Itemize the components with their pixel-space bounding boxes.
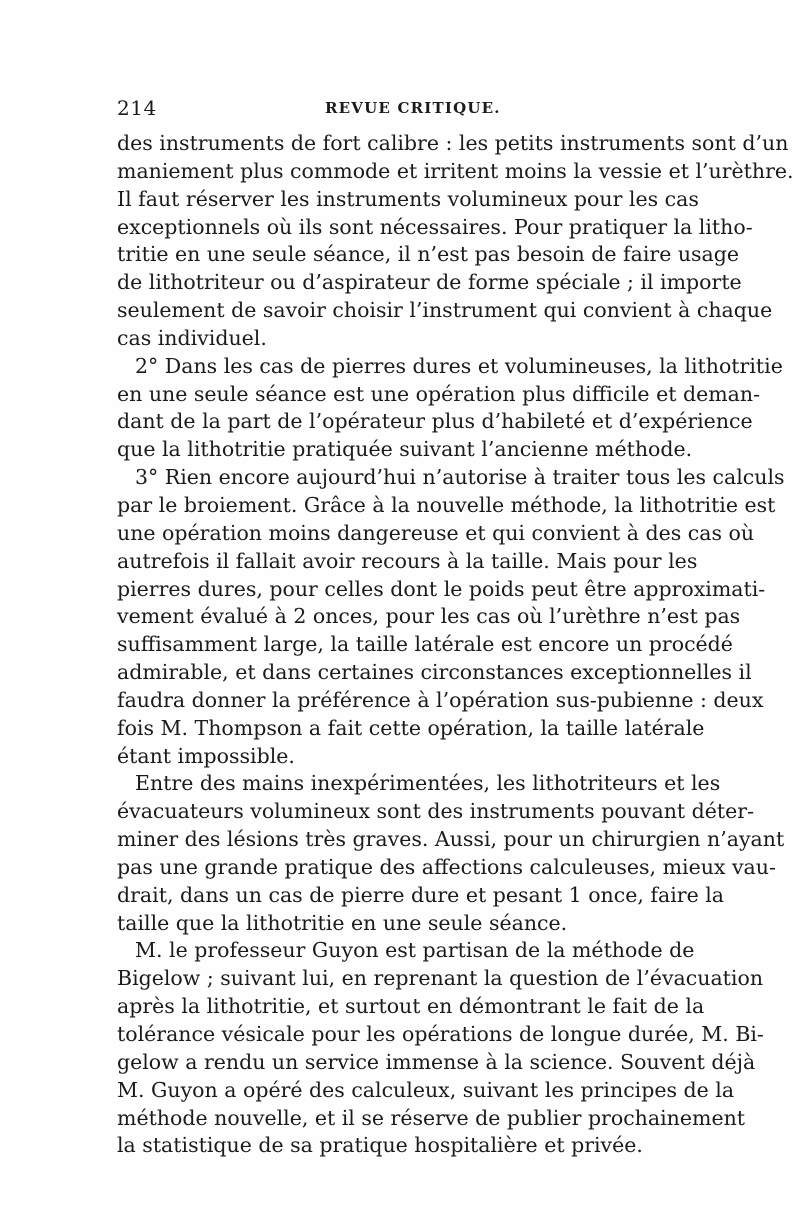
text-line: de lithotriteur ou d’aspirateur de forme spéciale ; il importe: [117, 270, 742, 295]
text-line: des instruments de fort calibre : les petits instruments sont d’un: [117, 131, 789, 155]
text-line: une opération moins dangereuse et qui convient à des cas où: [117, 520, 755, 545]
text-line: admirable, et dans certaines circonstances exceptionnelles il: [117, 660, 752, 685]
page-header: [117, 96, 685, 122]
text-line: par le broiement. Grâce à la nouvelle méthode, la lithotritie est: [117, 492, 776, 517]
paragraph-start-line: Entre des mains inexpérimentées, les lithotriteurs et les: [135, 771, 721, 796]
text-line: fois M. Thompson a fait cette opération, la taille latérale: [117, 715, 705, 740]
text-line: M. Guyon a opéré des calculeux, suivant les principes de la: [117, 1077, 735, 1102]
paragraph-end-line: la statistique de sa pratique hospitalière et privée.: [117, 1133, 643, 1158]
text-line: gelow a rendu un service immense à la science. Souvent déjà: [117, 1049, 756, 1074]
text-line: méthode nouvelle, et il se réserve de publier prochainement: [117, 1105, 746, 1130]
text-line: miner des lésions très graves. Aussi, pour un chirurgien n’ayant: [117, 827, 785, 852]
text-line: dant de la part de l’opérateur plus d’habileté et d’expérience: [117, 409, 753, 434]
text-line: exceptionnels où ils sont nécessaires. Pour pratiquer la litho-: [117, 214, 753, 239]
text-line: évacuateurs volumineux sont des instruments pouvant déter-: [117, 799, 755, 824]
paragraph-end-line: étant impossible.: [117, 743, 295, 768]
paragraph-start-line: 2° Dans les cas de pierres dures et volumineuses, la lithotritie: [135, 353, 783, 378]
paragraph-end-line: cas individuel.: [117, 325, 267, 350]
text-line: tritie en une seule séance, il n’est pas besoin de faire usage: [117, 242, 740, 267]
paragraph-start-line: M. le professeur Guyon est partisan de la méthode de: [135, 938, 695, 963]
text-line: seulement de savoir choisir l’instrument qui convient à chaque: [117, 298, 773, 323]
running-title: REVUE CRITIQUE.: [325, 99, 501, 117]
paragraph-end-line: que la lithotritie pratiquée suivant l’ancienne méthode.: [117, 437, 693, 462]
text-line: suffisamment large, la taille latérale est encore un procédé: [117, 632, 733, 657]
paragraph-end-line: taille que la lithotritie en une seule séance.: [117, 910, 568, 935]
text-line: vement évalué à 2 onces, pour les cas où l’urèthre n’est pas: [117, 604, 741, 629]
text-line: faudra donner la préférence à l’opération sus-pubienne : deux: [117, 687, 764, 712]
text-line: autrefois il fallait avoir recours à la taille. Mais pour les: [117, 548, 698, 573]
page-number: 214: [117, 96, 157, 120]
paragraph-start-line: 3° Rien encore aujourd’hui n’autorise à traiter tous les calculs: [135, 465, 785, 490]
text-line: après la lithotritie, et surtout en démontrant le fait de la: [117, 994, 705, 1019]
text-line: maniement plus commode et irritent moins la vessie et l’urèthre.: [117, 158, 794, 183]
body-text: [117, 130, 794, 1160]
text-line: en une seule séance est une opération plus difficile et deman-: [117, 381, 760, 406]
text-line: tolérance vésicale pour les opérations de longue durée, M. Bi-: [117, 1022, 764, 1046]
text-line: Il faut réserver les instruments volumineux pour les cas: [117, 186, 699, 211]
text-line: pierres dures, pour celles dont le poids peut être approximati-: [117, 576, 766, 601]
text-line: Bigelow ; suivant lui, en reprenant la question de l’évacuation: [117, 966, 764, 991]
text-line: pas une grande pratique des affections calculeuses, mieux vau-: [117, 854, 776, 879]
text-line: drait, dans un cas de pierre dure et pesant 1 once, faire la: [117, 882, 725, 907]
